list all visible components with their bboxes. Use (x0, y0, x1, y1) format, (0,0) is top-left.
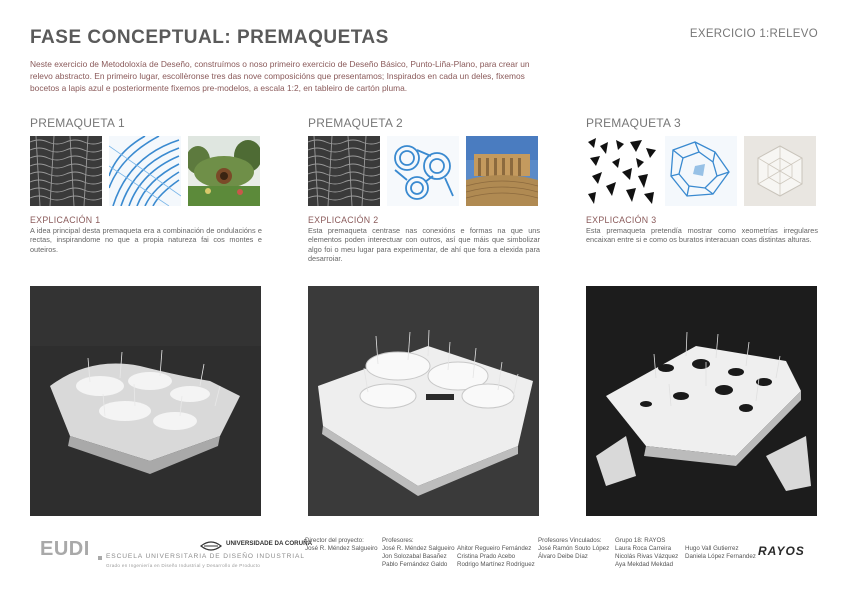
intro-text: Neste exercicio de Metodoloxía de Deseño, construímos o noso primeiro exercicio de Deseño Básico, Punto-Liña-Plano, para crear un relevo abstracto. En primeiro lugar, escollèronse tres das nove composicións que presentamos; Inspirados en cada un deles, fixemos bocetos a lapis azul e posteriormente fixemos pre-modelos, a escala 1:2, en tableiro de cartón pluma. (30, 59, 530, 93)
column-3-explanation-title: EXPLICACIÓN 3 (586, 215, 657, 225)
logo-dot (98, 556, 102, 560)
ruins-photo (466, 136, 538, 206)
column-3-explanation-text: Esta premaqueta pretendía mostrar como xeometrías irregulares encaixan entre si e como os buratos interacuan coas distintas alturas. (586, 226, 818, 245)
university-name: UNIVERSIDADE DA CORUÑA (226, 540, 313, 547)
column-1-title: PREMAQUETA 1 (30, 116, 125, 130)
director-name: José R. Méndez Salgueiro (305, 545, 378, 553)
group-block-2 (685, 545, 756, 561)
eudi-logo: EUDI (40, 538, 90, 560)
linked-name: Álvaro Deibe Díaz (538, 553, 588, 561)
column-3-title: PREMAQUETA 3 (586, 116, 681, 130)
hobbit-house-photo (188, 136, 260, 206)
group-member: Daniela López Fernandez (685, 553, 756, 561)
column-2-title: PREMAQUETA 2 (308, 116, 403, 130)
group-member: Nicolás Rivas Vázquez (615, 553, 679, 561)
column-1-explanation-title: EXPLICACIÓN 1 (30, 215, 101, 225)
professors-label: Profesores: (382, 537, 414, 544)
group-member: Aya Mekdad Mekdad (615, 561, 674, 569)
exercise-label: EXERCICIO 1:RELEVO (689, 28, 818, 40)
professor-name: Rodrigo Martínez Rodríguez (457, 561, 535, 569)
director-label: Director del proyecto: (305, 537, 364, 544)
shards-thumbnail (586, 136, 658, 206)
director-block (305, 537, 378, 553)
university-emblem-icon (200, 539, 222, 557)
linked-label: Profesores Vinculados: (538, 537, 602, 544)
column-1-explanation-text: A idea principal desta premaqueta era a combinación de ondulacións e rectas, inspirandome no que a propia natureza fai cos montes e outeiros. (30, 226, 262, 254)
professor-name: Ahitor Regueiro Fernández (457, 545, 532, 552)
school-subtitle: Grado en Ingeniería en Diseño Industrial y Desarrollo de Producto (106, 563, 261, 568)
professors-block (382, 537, 455, 569)
professor-name: Cristina Prado Acebo (457, 553, 516, 561)
group-member: Hugo Vall Gutierrez (685, 545, 739, 552)
rayos-logo: RAYOS (758, 544, 805, 558)
premaqueta-1-photo (30, 286, 261, 516)
texture-thumbnail (308, 136, 380, 206)
page-title: FASE CONCEPTUAL: PREMAQUETAS (30, 27, 389, 48)
column-2-explanation-text: Esta premaqueta centrase nas conexións e formas na que uns elementos poden interectuar con outros, así que máis que simbolizar algo foi o meu lugar para experimentar, de ahí que fora a elexida para desarroiar. (308, 226, 540, 263)
professor-name: José R. Méndez Salgueiro (382, 545, 455, 553)
hexagon-model-thumbnail (744, 136, 816, 206)
texture-thumbnail (30, 136, 102, 206)
group-block (615, 537, 678, 569)
column-2-explanation-title: EXPLICACIÓN 2 (308, 215, 379, 225)
professor-name: Jon Solozabal Basañez (382, 553, 447, 561)
premaqueta-2-photo (308, 286, 539, 516)
sketch-thumbnail (387, 136, 459, 206)
premaqueta-3-photo (586, 286, 817, 516)
school-name: ESCUELA UNIVERSITARIA DE DISEÑO INDUSTRIAL (106, 553, 305, 560)
sketch-thumbnail (665, 136, 737, 206)
linked-name: José Ramón Souto López (538, 545, 610, 553)
professor-name: Pablo Fernández Galdo (382, 561, 448, 569)
professors-block-2 (457, 545, 535, 569)
sketch-thumbnail (109, 136, 181, 206)
linked-professors-block (538, 537, 609, 561)
group-label: Grupo 18: RAYOS (615, 537, 666, 544)
group-member: Laura Roca Carreira (615, 545, 672, 553)
